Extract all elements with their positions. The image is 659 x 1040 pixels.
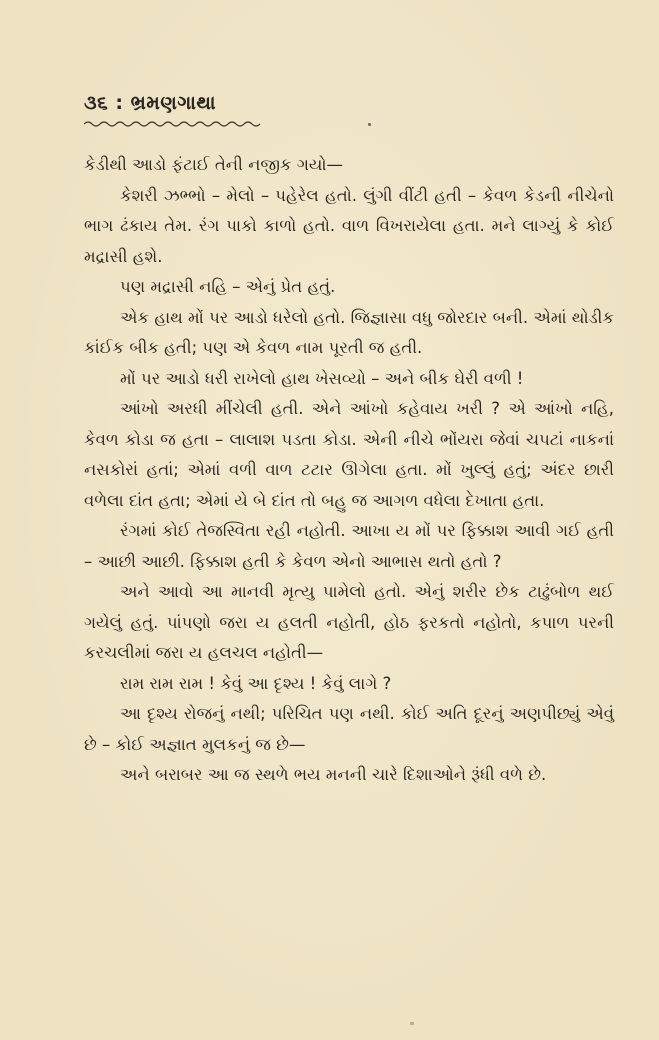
paragraph: કેડીથી આડો ફંટાઈ તેની નજીક ગયો— xyxy=(84,155,344,174)
running-header xyxy=(84,92,216,114)
header-wavy-rule xyxy=(84,120,264,128)
paragraph: રામ રામ રામ ! કેવું આ દૃશ્ય ! કેવું લાગે ? xyxy=(120,673,392,693)
paragraph: મોં પર આડો ધરી રાખેલો હાથ ખેસવ્યો – અને બીક ઘેરી વળી ! xyxy=(120,368,524,388)
running-title: ભ્રમણગાથા xyxy=(130,92,217,114)
paragraph: આ દૃશ્ય રોજનું નથી; પરિચિત પણ નથી. કોઈ અતિ દૂરનું અણપીછ્યું એવું છે – કોઈ અજ્ઞાત મુલકનું જ છે— xyxy=(84,704,614,754)
page-number: ૩૬ xyxy=(84,92,109,114)
paragraph: પણ મદ્રાસી નહિ – એનું પ્રેત હતું. xyxy=(120,277,336,296)
paragraph: રંગમાં કોઈ તેજસ્વિતા રહી નહોતી. આખા ય મોં પર ફિક્કાશ આવી ગઈ હતી – આછી આછી. ફિક્કાશ હતી કે કેવળ એનો આભાસ થતો હતો ? xyxy=(84,521,614,571)
paragraph: અને આવો આ માનવી મૃત્યુ પામેલો હતો. એનું શરીર છેક ટાઢુંબોળ થઈ ગયેલું હતું. પાંપણો જરા ય હલતી નહોતી, હોઠ ફરકતો નહોતો, કપાળ પરની કરચલીમાં જરા ય હલચલ નહોતી— xyxy=(84,582,614,662)
paper-speck xyxy=(410,1022,414,1025)
paragraph: અને બરાબર આ જ સ્થળે ભય મનની ચારે દિશાઓને રૂંધી વળે છે. xyxy=(120,765,547,784)
paragraph: કેશરી ઝભ્ભો – મેલો – પહેરેલ હતો. લુંગી વીંટી હતી – કેવળ કેડની નીચેનો ભાગ ઢંકાય તેમ. રંગ પાકો કાળો હતો. વાળ વિખરાયેલા હતા. મને લાગ્યું કે કોઈ મદ્રાસી હશે. xyxy=(84,185,614,266)
ink-speck xyxy=(368,123,371,126)
paragraph: આંખો અરધી મીંચેલી હતી. એને આંખો કહેવાય ખરી ? એ આંખો નહિ, કેવળ કોડા જ હતા – લાલાશ પડતા કોડા. એની નીચે ભોંયરા જેવાં ચપટાં નાકનાં નસકોરાં હતાં; એમાં વળી વાળ ટટાર ઊગેલા હતા. મોં ખુલ્લું હતું; અંદર છારી વળેલા દાંત હતા; એમાં યે બે દાંત તો બહુ જ આગળ વધેલા દેખાતા હતા. xyxy=(84,399,614,510)
paragraph: એક હાથ મોં પર આડો ધરેલો હતો. જિજ્ઞાસા વધુ જોરદાર બની. એમાં થોડીક કાંઈક બીક હતી; પણ એ કેવળ નામ પૂરતી જ હતી. xyxy=(84,307,614,357)
body-text xyxy=(84,150,614,791)
header-separator: : xyxy=(115,92,124,114)
